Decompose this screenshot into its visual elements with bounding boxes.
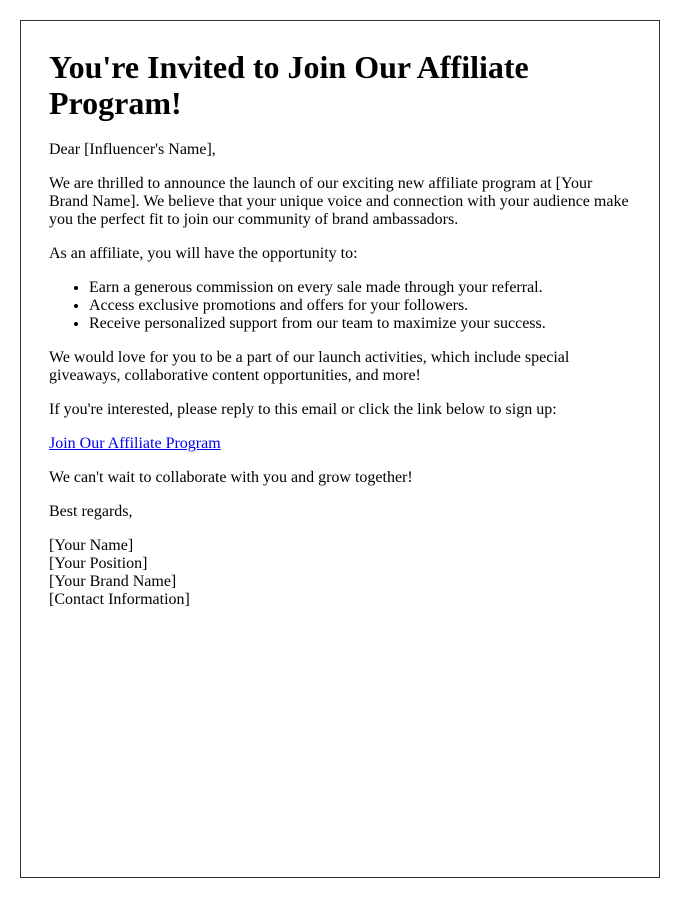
signature-position: [Your Position]: [49, 555, 148, 572]
benefit-item: • Earn a generous commission on every sale made through your referral.: [89, 279, 631, 297]
signup-link-wrapper: [49, 435, 631, 453]
letter-title: You're Invited to Join Our Affiliate Program!: [49, 49, 529, 121]
benefits-list: [49, 279, 631, 333]
closing-line: We can't wait to collaborate with you and grow together!: [49, 469, 413, 486]
greeting: Dear [Influencer's Name],: [49, 141, 216, 158]
signature-name: [Your Name]: [49, 537, 134, 554]
opportunity-lead: As an affiliate, you will have the opportunity to:: [49, 245, 358, 262]
benefit-item: • Access exclusive promotions and offers for your followers.: [89, 297, 631, 315]
benefit-item: • Receive personalized support from our team to maximize your success.: [89, 315, 631, 333]
letter-container: [20, 20, 660, 878]
intro-paragraph: We are thrilled to announce the launch of our exciting new affiliate program at [Your Brand Name]. We believe that your unique voice and connection with your audience make you the perfect fit to join our community of brand ambassadors.: [49, 175, 629, 228]
signature-brand: [Your Brand Name]: [49, 573, 177, 590]
sign-off: Best regards,: [49, 503, 133, 520]
signup-link[interactable]: Join Our Affiliate Program: [49, 435, 221, 452]
signature-block: [49, 537, 631, 609]
signature-contact: [Contact Information]: [49, 591, 190, 608]
signup-prompt: If you're interested, please reply to this email or click the link below to sign up:: [49, 401, 557, 418]
launch-paragraph: We would love for you to be a part of our launch activities, which include special giveaways, collaborative content opportunities, and more!: [49, 349, 570, 384]
